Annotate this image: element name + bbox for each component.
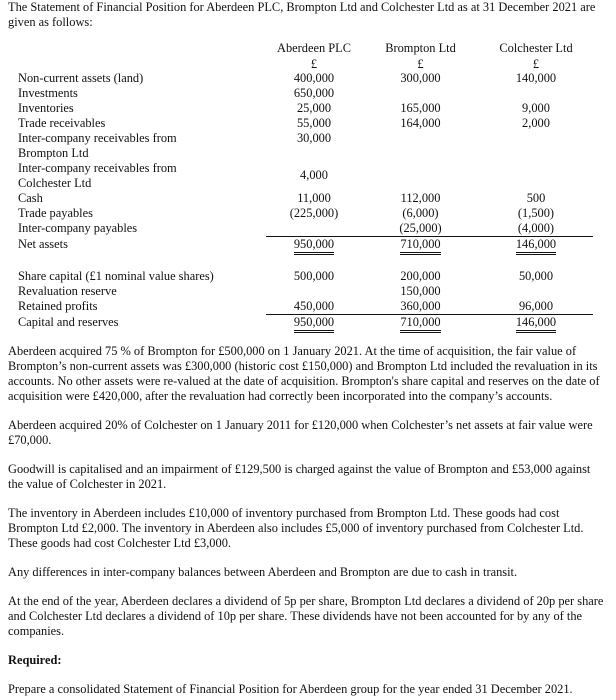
net-assets-aberdeen: 950,000: [294, 237, 334, 255]
table-row: Share capital (£1 nominal value shares) 500,000 200,000 50,000: [18, 269, 554, 283]
document-page: [8, 0, 608, 696]
table-row: Retained profits 450,000 360,000 96,000: [18, 299, 554, 313]
paragraph-acquisition-brompton: Aberdeen acquired 75 % of Brompton for £500,000 on 1 January 2021. At the time of acquisition, the fair value of Brompton’s non-current assets was £300,000 (historic cost £150,000) and Brompton Ltd included the revaluation in its accounts. No other assets were re-valued at the date of acquisition. Brompton's share capital and reserves on the date of acquisition were £420,000, after the revaluation had correctly been incorporated into the company’s accounts.: [8, 344, 600, 403]
table-row: Investments 650,000: [18, 86, 335, 100]
capital-reserves-colchester: 146,000: [516, 315, 556, 333]
question-body: [8, 344, 604, 697]
column-header-colchester: Colchester Ltd £: [499, 41, 573, 71]
capital-reserves-brompton: 710,000: [400, 315, 440, 333]
table-header-row: [18, 41, 593, 71]
required-text: Prepare a consolidated Statement of Financial Position for Aberdeen group for the year ended 31 December 2021.: [8, 682, 573, 696]
net-assets-colchester: 146,000: [516, 237, 556, 255]
table-row: Inter-company receivables from Colchester Ltd 4,000: [18, 161, 328, 190]
table-row: Trade receivables 55,000 164,000 2,000: [18, 116, 550, 130]
table-row: Inter-company payables (25,000) (4,000): [18, 221, 555, 235]
table-row: Non-current assets (land) 400,000 300,000 140,000: [18, 71, 557, 85]
table-row: Inventories 25,000 165,000 9,000: [18, 101, 550, 115]
table-row: Revaluation reserve 150,000: [18, 284, 441, 298]
table-row: Cash 11,000 112,000 500: [18, 191, 546, 205]
required-heading: Required:: [8, 653, 62, 667]
column-header-brompton: Brompton Ltd £: [385, 41, 456, 71]
table-row: Trade payables (225,000) (6,000) (1,500): [18, 206, 555, 220]
net-assets-row: Net assets 950,000 710,000 146,000: [18, 237, 593, 256]
paragraph-cash-in-transit: Any differences in inter-company balances between Aberdeen and Brompton are due to cash in transit.: [8, 565, 518, 579]
intro-text: The Statement of Financial Position for Aberdeen PLC, Brompton Ltd and Colchester Ltd as at 31 December 2021 are given as follows:: [8, 0, 596, 29]
paragraph-acquisition-colchester: Aberdeen acquired 20% of Colchester on 1 January 2011 for £120,000 when Colchester’s net assets at fair value were £70,000.: [8, 418, 593, 447]
net-assets-brompton: 710,000: [400, 237, 440, 255]
paragraph-goodwill: Goodwill is capitalised and an impairment of £129,500 is charged against the value of Brompton and £53,000 against the value of Colchester in 2021.: [8, 462, 591, 491]
paragraph-dividends: At the end of the year, Aberdeen declares a dividend of 5p per share, Brompton Ltd declares a dividend of 20p per share and Colchester Ltd declares a dividend of 10p per share. These dividends have not been accounted for by any of the companies.: [8, 594, 604, 638]
column-header-aberdeen: Aberdeen PLC £: [277, 41, 351, 71]
financial-position-table: [18, 41, 593, 333]
capital-reserves-aberdeen: 950,000: [294, 315, 334, 333]
paragraph-inventory: The inventory in Aberdeen includes £10,000 of inventory purchased from Brompton Ltd. These goods had cost Brompton Ltd £2,000. The inventory in Aberdeen also includes £5,000 of inventory purchased from Colchester Ltd. These goods had cost Colchester Ltd £3,000.: [8, 506, 584, 550]
capital-reserves-row: Capital and reserves 950,000 710,000 146,000: [18, 315, 593, 334]
table-row: Inter-company receivables from Brompton Ltd 30,000: [18, 131, 332, 160]
